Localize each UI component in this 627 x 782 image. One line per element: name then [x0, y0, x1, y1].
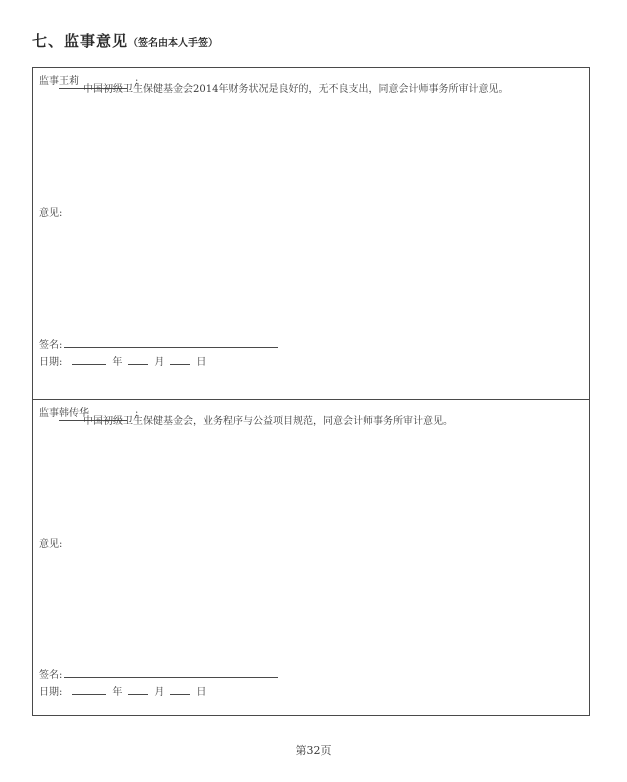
- opinion-text: 中国初级卫生保健基金会，业务程序与公益项目规范，同意会计师事务所审计意见。: [83, 416, 453, 427]
- signature-field[interactable]: [64, 668, 278, 678]
- supervisor-panel: [33, 400, 589, 715]
- signature-row: [39, 336, 278, 351]
- day-label: 日: [196, 357, 207, 368]
- month-label: 月: [154, 687, 165, 698]
- supervisor-colon: :: [135, 76, 139, 87]
- month-label: 月: [154, 357, 165, 368]
- date-row: [39, 683, 206, 698]
- section-title: [32, 30, 218, 51]
- page-number: 第32页: [295, 744, 332, 757]
- supervisor-prefix: 监事: [39, 408, 59, 419]
- opinion-label: 意见:: [39, 539, 63, 550]
- date-row: [39, 353, 206, 368]
- supervisor-panel: [33, 68, 589, 400]
- day-field[interactable]: [170, 355, 190, 365]
- year-label: 年: [112, 687, 123, 698]
- day-label: 日: [196, 687, 207, 698]
- opinion-text: 中国初级卫生保健基金会2014年财务状况是良好的，无不良支出，同意会计师事务所审计意见。: [83, 84, 509, 95]
- month-field[interactable]: [128, 355, 148, 365]
- signature-row: [39, 666, 278, 681]
- supervisor-name: 韩传华: [59, 408, 127, 421]
- year-label: 年: [112, 357, 123, 368]
- section-note: （签名由本人手签）: [128, 38, 219, 49]
- date-label: 日期:: [39, 687, 63, 698]
- day-field[interactable]: [170, 685, 190, 695]
- signature-label: 签名:: [39, 340, 63, 351]
- opinion-label: 意见:: [39, 208, 63, 219]
- supervisor-name: 王莉: [59, 76, 127, 89]
- signature-label: 签名:: [39, 670, 63, 681]
- year-field[interactable]: [72, 355, 106, 365]
- month-field[interactable]: [128, 685, 148, 695]
- year-field[interactable]: [72, 685, 106, 695]
- supervisor-prefix: 监事: [39, 76, 59, 87]
- section-title-text: 七、监事意见: [32, 32, 129, 50]
- date-label: 日期:: [39, 357, 63, 368]
- supervisor-opinion-table: [32, 67, 590, 716]
- supervisor-colon: :: [135, 408, 139, 419]
- signature-field[interactable]: [64, 338, 278, 348]
